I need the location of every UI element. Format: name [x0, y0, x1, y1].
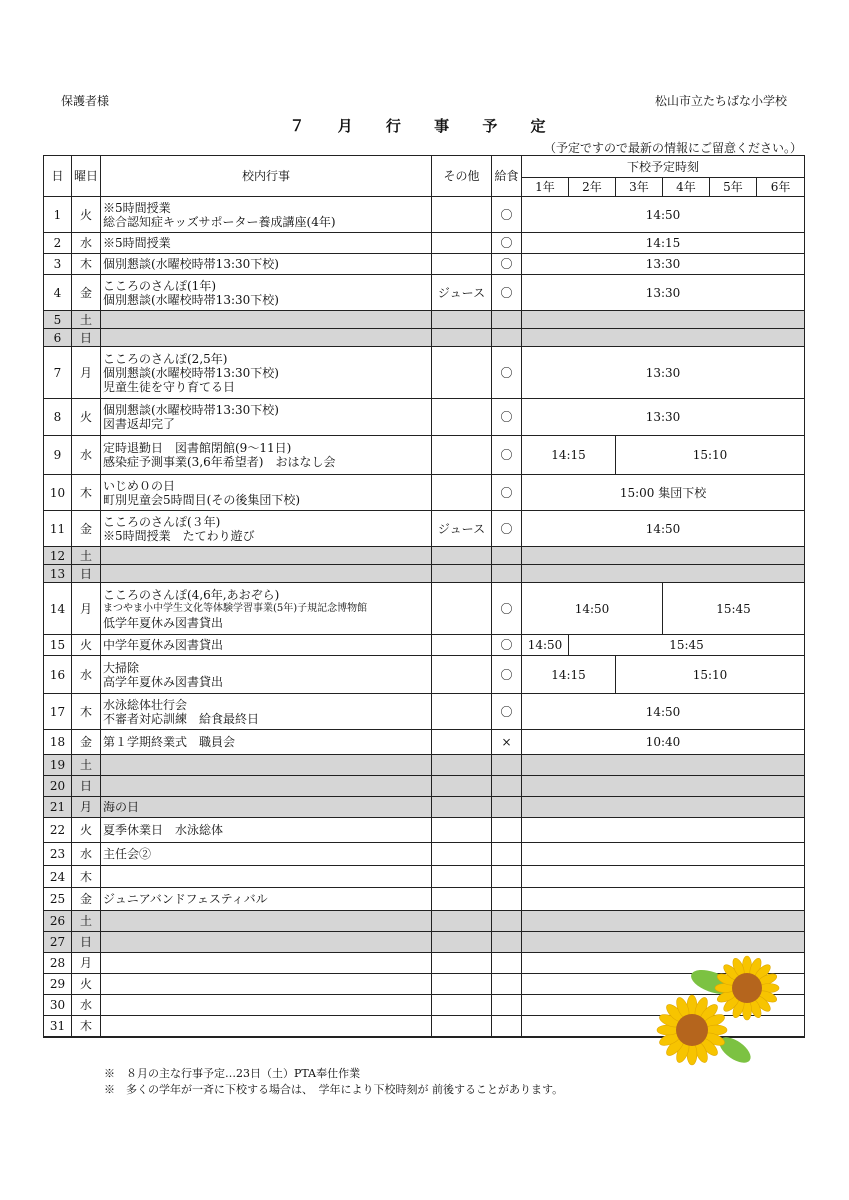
day-cell: 2: [44, 233, 72, 254]
weekday-cell: 金: [72, 275, 101, 311]
lunch-cell: [492, 843, 522, 866]
other-cell: [432, 995, 492, 1016]
events-cell: [101, 635, 432, 656]
dismissal-time-cell: 13:30: [522, 399, 805, 436]
lunch-cell: [492, 565, 522, 583]
event-line: ※5時間授業: [103, 236, 171, 250]
header-other: その他: [432, 156, 492, 197]
other-cell: [432, 399, 492, 436]
day-cell: 20: [44, 776, 72, 797]
event-line: 低学年夏休み図書貸出: [103, 615, 224, 630]
weekday-cell: 火: [72, 399, 101, 436]
events-cell: [101, 888, 432, 911]
day-cell: 10: [44, 475, 72, 511]
day-cell: 24: [44, 866, 72, 888]
other-cell: [432, 197, 492, 233]
other-cell: ジュース: [432, 511, 492, 547]
lunch-cell: [492, 776, 522, 797]
table-row: [44, 254, 805, 275]
table-row: [44, 399, 805, 436]
other-cell: [432, 694, 492, 730]
weekday-cell: 日: [72, 776, 101, 797]
weekday-cell: 木: [72, 1016, 101, 1037]
table-row: [44, 797, 805, 818]
weekday-cell: 水: [72, 995, 101, 1016]
day-cell: 17: [44, 694, 72, 730]
weekday-cell: 火: [72, 197, 101, 233]
weekday-cell: 日: [72, 932, 101, 953]
event-line: 高学年夏休み図書貸出: [103, 674, 224, 689]
table-row: [44, 511, 805, 547]
table-row: [44, 730, 805, 755]
events-cell: [101, 843, 432, 866]
table-row: [44, 436, 805, 475]
lunch-cell: 〇: [492, 511, 522, 547]
day-cell: 11: [44, 511, 72, 547]
header-grade: 5年: [710, 178, 757, 197]
other-cell: ジュース: [432, 275, 492, 311]
table-row: [44, 656, 805, 694]
events-cell: [101, 656, 432, 694]
events-cell: [101, 818, 432, 843]
lunch-cell: [492, 755, 522, 776]
lunch-cell: 〇: [492, 233, 522, 254]
weekday-cell: 火: [72, 635, 101, 656]
table-row: [44, 233, 805, 254]
day-cell: 21: [44, 797, 72, 818]
lunch-cell: ×: [492, 730, 522, 755]
other-cell: [432, 547, 492, 565]
events-cell: [101, 730, 432, 755]
events-cell: [101, 866, 432, 888]
weekday-cell: 水: [72, 843, 101, 866]
lunch-cell: 〇: [492, 656, 522, 694]
dismissal-time-cell: [522, 311, 805, 329]
disclaimer-note: （予定ですので最新の情報にご留意ください。）: [543, 141, 802, 155]
header-grade: 3年: [616, 178, 663, 197]
schedule-table: [43, 155, 805, 1038]
weekday-cell: 土: [72, 311, 101, 329]
header-grade: 4年: [663, 178, 710, 197]
table-row: [44, 565, 805, 583]
dismissal-time-cell: [522, 866, 805, 888]
day-cell: 13: [44, 565, 72, 583]
lunch-cell: [492, 974, 522, 995]
event-line: 海の日: [103, 800, 140, 814]
table-row: [44, 843, 805, 866]
other-cell: [432, 974, 492, 995]
other-cell: [432, 730, 492, 755]
header-events: 校内行事: [101, 156, 432, 197]
weekday-cell: 土: [72, 547, 101, 565]
weekday-cell: 月: [72, 347, 101, 399]
other-cell: [432, 329, 492, 347]
event-line: 個別懇談(水曜校時帯13:30下校): [103, 365, 279, 380]
other-cell: [432, 233, 492, 254]
table-row: [44, 547, 805, 565]
other-cell: [432, 932, 492, 953]
weekday-cell: 日: [72, 329, 101, 347]
dismissal-time-cell: 14:15: [522, 656, 616, 694]
day-cell: 16: [44, 656, 72, 694]
other-cell: [432, 347, 492, 399]
weekday-cell: 日: [72, 565, 101, 583]
other-cell: [432, 475, 492, 511]
event-line: 児童生徒を守り育てる日: [103, 379, 236, 394]
dismissal-time-cell: [522, 888, 805, 911]
events-cell: [101, 974, 432, 995]
day-cell: 9: [44, 436, 72, 475]
table-row: [44, 275, 805, 311]
lunch-cell: 〇: [492, 694, 522, 730]
events-cell: [101, 233, 432, 254]
weekday-cell: 月: [72, 953, 101, 974]
event-line: 総合認知症キッズサポーター養成講座(4年): [103, 214, 336, 229]
day-cell: 19: [44, 755, 72, 776]
dismissal-time-cell: 15:45: [569, 635, 805, 656]
dismissal-time-cell: 15:10: [616, 656, 805, 694]
event-line: ※5時間授業 たてわり遊び: [103, 528, 255, 543]
events-cell: [101, 475, 432, 511]
dismissal-time-cell: 13:30: [522, 347, 805, 399]
other-cell: [432, 254, 492, 275]
lunch-cell: 〇: [492, 475, 522, 511]
lunch-cell: [492, 547, 522, 565]
weekday-cell: 木: [72, 694, 101, 730]
other-cell: [432, 953, 492, 974]
day-cell: 30: [44, 995, 72, 1016]
lunch-cell: 〇: [492, 347, 522, 399]
events-cell: [101, 995, 432, 1016]
table-row: [44, 197, 805, 233]
other-cell: [432, 1016, 492, 1037]
weekday-cell: 土: [72, 911, 101, 932]
table-row: [44, 694, 805, 730]
other-cell: [432, 866, 492, 888]
events-cell: [101, 311, 432, 329]
other-cell: [432, 311, 492, 329]
lunch-cell: [492, 932, 522, 953]
header-grade: 1年: [522, 178, 569, 197]
other-cell: [432, 656, 492, 694]
day-cell: 8: [44, 399, 72, 436]
event-line: 夏季休業日 水泳総体: [103, 823, 224, 837]
day-cell: 22: [44, 818, 72, 843]
header-weekday: 曜日: [72, 156, 101, 197]
dismissal-time-cell: [522, 755, 805, 776]
events-cell: [101, 755, 432, 776]
events-cell: [101, 436, 432, 475]
other-cell: [432, 843, 492, 866]
lunch-cell: [492, 911, 522, 932]
page-title: ７ 月 行 事 予 定: [289, 117, 560, 135]
other-cell: [432, 911, 492, 932]
weekday-cell: 金: [72, 511, 101, 547]
table-row: [44, 818, 805, 843]
day-cell: 26: [44, 911, 72, 932]
dismissal-time-cell: 13:30: [522, 275, 805, 311]
table-row: [44, 329, 805, 347]
table-row: [44, 755, 805, 776]
events-cell: [101, 275, 432, 311]
event-line: 主任会②: [103, 847, 152, 861]
events-cell: [101, 399, 432, 436]
other-cell: [432, 583, 492, 635]
dismissal-time-cell: 10:40: [522, 730, 805, 755]
lunch-cell: 〇: [492, 635, 522, 656]
sunflower-illustration: [650, 948, 790, 1073]
lunch-cell: 〇: [492, 583, 522, 635]
event-line: 個別懇談(水曜校時帯13:30下校): [103, 292, 279, 307]
event-line: ※5時間授業: [103, 200, 171, 215]
dismissal-time-cell: 14:50: [522, 694, 805, 730]
other-cell: [432, 797, 492, 818]
day-cell: 15: [44, 635, 72, 656]
event-line: ジュニアバンドフェスティバル: [103, 892, 268, 906]
events-cell: [101, 953, 432, 974]
event-line: こころのさんぽ(2,5年): [103, 351, 228, 366]
dismissal-time-cell: [522, 911, 805, 932]
table-row: [44, 635, 805, 656]
dismissal-time-cell: [522, 547, 805, 565]
day-cell: 28: [44, 953, 72, 974]
events-cell: [101, 776, 432, 797]
day-cell: 14: [44, 583, 72, 635]
dismissal-time-cell: 15:45: [663, 583, 805, 635]
other-cell: [432, 776, 492, 797]
lunch-cell: 〇: [492, 254, 522, 275]
dismissal-time-cell: 14:50: [522, 197, 805, 233]
events-cell: [101, 547, 432, 565]
dismissal-time-cell: [522, 776, 805, 797]
other-cell: [432, 436, 492, 475]
events-cell: [101, 694, 432, 730]
table-row: [44, 311, 805, 329]
weekday-cell: 木: [72, 866, 101, 888]
events-cell: [101, 197, 432, 233]
events-cell: [101, 329, 432, 347]
lunch-cell: 〇: [492, 399, 522, 436]
weekday-cell: 土: [72, 755, 101, 776]
header-dismissal: 下校予定時刻: [522, 156, 805, 178]
lunch-cell: [492, 329, 522, 347]
weekday-cell: 木: [72, 475, 101, 511]
event-line: 定時退勤日 図書館閉館(9～11日): [103, 441, 292, 455]
event-line: 感染症予測事業(3,6年希望者) おはなし会: [103, 455, 336, 469]
table-row: [44, 888, 805, 911]
events-cell: [101, 583, 432, 635]
dismissal-time-cell: [522, 843, 805, 866]
event-line: 第１学期終業式 職員会: [103, 735, 236, 749]
weekday-cell: 水: [72, 656, 101, 694]
day-cell: 31: [44, 1016, 72, 1037]
weekday-cell: 木: [72, 254, 101, 275]
events-cell: [101, 1016, 432, 1037]
event-line: 図書返却完了: [103, 417, 176, 431]
event-line: 不審者対応訓練 給食最終日: [103, 711, 260, 726]
day-cell: 3: [44, 254, 72, 275]
dismissal-time-cell: [522, 797, 805, 818]
weekday-cell: 水: [72, 233, 101, 254]
dismissal-time-cell: 14:50: [522, 635, 569, 656]
lunch-cell: [492, 1016, 522, 1037]
dismissal-time-cell: [522, 565, 805, 583]
other-cell: [432, 888, 492, 911]
other-cell: [432, 755, 492, 776]
weekday-cell: 月: [72, 583, 101, 635]
other-cell: [432, 635, 492, 656]
events-cell: [101, 511, 432, 547]
day-cell: 4: [44, 275, 72, 311]
table-row: [44, 475, 805, 511]
weekday-cell: 火: [72, 818, 101, 843]
lunch-cell: [492, 953, 522, 974]
dismissal-time-cell: [522, 818, 805, 843]
day-cell: 23: [44, 843, 72, 866]
event-line: 中学年夏休み図書貸出: [103, 638, 224, 652]
dismissal-time-cell: [522, 329, 805, 347]
day-cell: 29: [44, 974, 72, 995]
table-row: [44, 911, 805, 932]
event-line: 個別懇談(水曜校時帯13:30下校): [103, 257, 279, 271]
event-line: まつやま小中学生文化等体験学習事業(5年)子規記念博物館: [103, 602, 368, 614]
header-lunch: 給食: [492, 156, 522, 197]
day-cell: 5: [44, 311, 72, 329]
dismissal-time-cell: 14:50: [522, 511, 805, 547]
dismissal-time-cell: 14:15: [522, 436, 616, 475]
lunch-cell: [492, 797, 522, 818]
event-line: こころのさんぽ(1年): [103, 278, 216, 293]
lunch-cell: [492, 888, 522, 911]
table-row: [44, 776, 805, 797]
event-line: 町別児童会5時間目(その後集団下校): [103, 492, 300, 507]
table-row: [44, 583, 805, 635]
day-cell: 7: [44, 347, 72, 399]
day-cell: 12: [44, 547, 72, 565]
event-line: 水泳総体壮行会: [103, 697, 188, 712]
lunch-cell: [492, 311, 522, 329]
dismissal-time-cell: 15:00 集団下校: [522, 475, 805, 511]
events-cell: [101, 254, 432, 275]
lunch-cell: 〇: [492, 436, 522, 475]
events-cell: [101, 911, 432, 932]
header-grade: 2年: [569, 178, 616, 197]
weekday-cell: 金: [72, 888, 101, 911]
dismissal-time-cell: 13:30: [522, 254, 805, 275]
dismissal-time-cell: 15:10: [616, 436, 805, 475]
lunch-cell: [492, 866, 522, 888]
event-line: こころのさんぽ(３年): [103, 514, 221, 529]
lunch-cell: 〇: [492, 197, 522, 233]
footer-note-dismissal: ※ 多くの学年が一斉に下校する場合は、 学年により下校時刻が 前後することがあります。: [104, 1083, 564, 1096]
event-line: 大掃除: [103, 660, 140, 675]
event-line: いじめ０の日: [103, 478, 176, 493]
events-cell: [101, 797, 432, 818]
lunch-cell: [492, 995, 522, 1016]
footer-note-august: ※ ８月の主な行事予定…23日（土）PTA奉仕作業: [104, 1067, 361, 1080]
day-cell: 18: [44, 730, 72, 755]
events-cell: [101, 347, 432, 399]
school-name: 松山市立たちばな小学校: [654, 94, 787, 108]
table-row: [44, 347, 805, 399]
weekday-cell: 水: [72, 436, 101, 475]
weekday-cell: 金: [72, 730, 101, 755]
lunch-cell: 〇: [492, 275, 522, 311]
recipient: 保護者様: [61, 94, 110, 108]
events-cell: [101, 565, 432, 583]
dismissal-time-cell: 14:15: [522, 233, 805, 254]
lunch-cell: [492, 818, 522, 843]
event-line: 個別懇談(水曜校時帯13:30下校): [103, 403, 279, 417]
header-day: 日: [44, 156, 72, 197]
table-row: [44, 866, 805, 888]
event-line: こころのさんぽ(4,6年,あおぞら): [103, 587, 280, 602]
weekday-cell: 月: [72, 797, 101, 818]
day-cell: 1: [44, 197, 72, 233]
other-cell: [432, 565, 492, 583]
events-cell: [101, 932, 432, 953]
other-cell: [432, 818, 492, 843]
header-grade: 6年: [757, 178, 805, 197]
day-cell: 25: [44, 888, 72, 911]
day-cell: 27: [44, 932, 72, 953]
weekday-cell: 火: [72, 974, 101, 995]
day-cell: 6: [44, 329, 72, 347]
dismissal-time-cell: 14:50: [522, 583, 663, 635]
